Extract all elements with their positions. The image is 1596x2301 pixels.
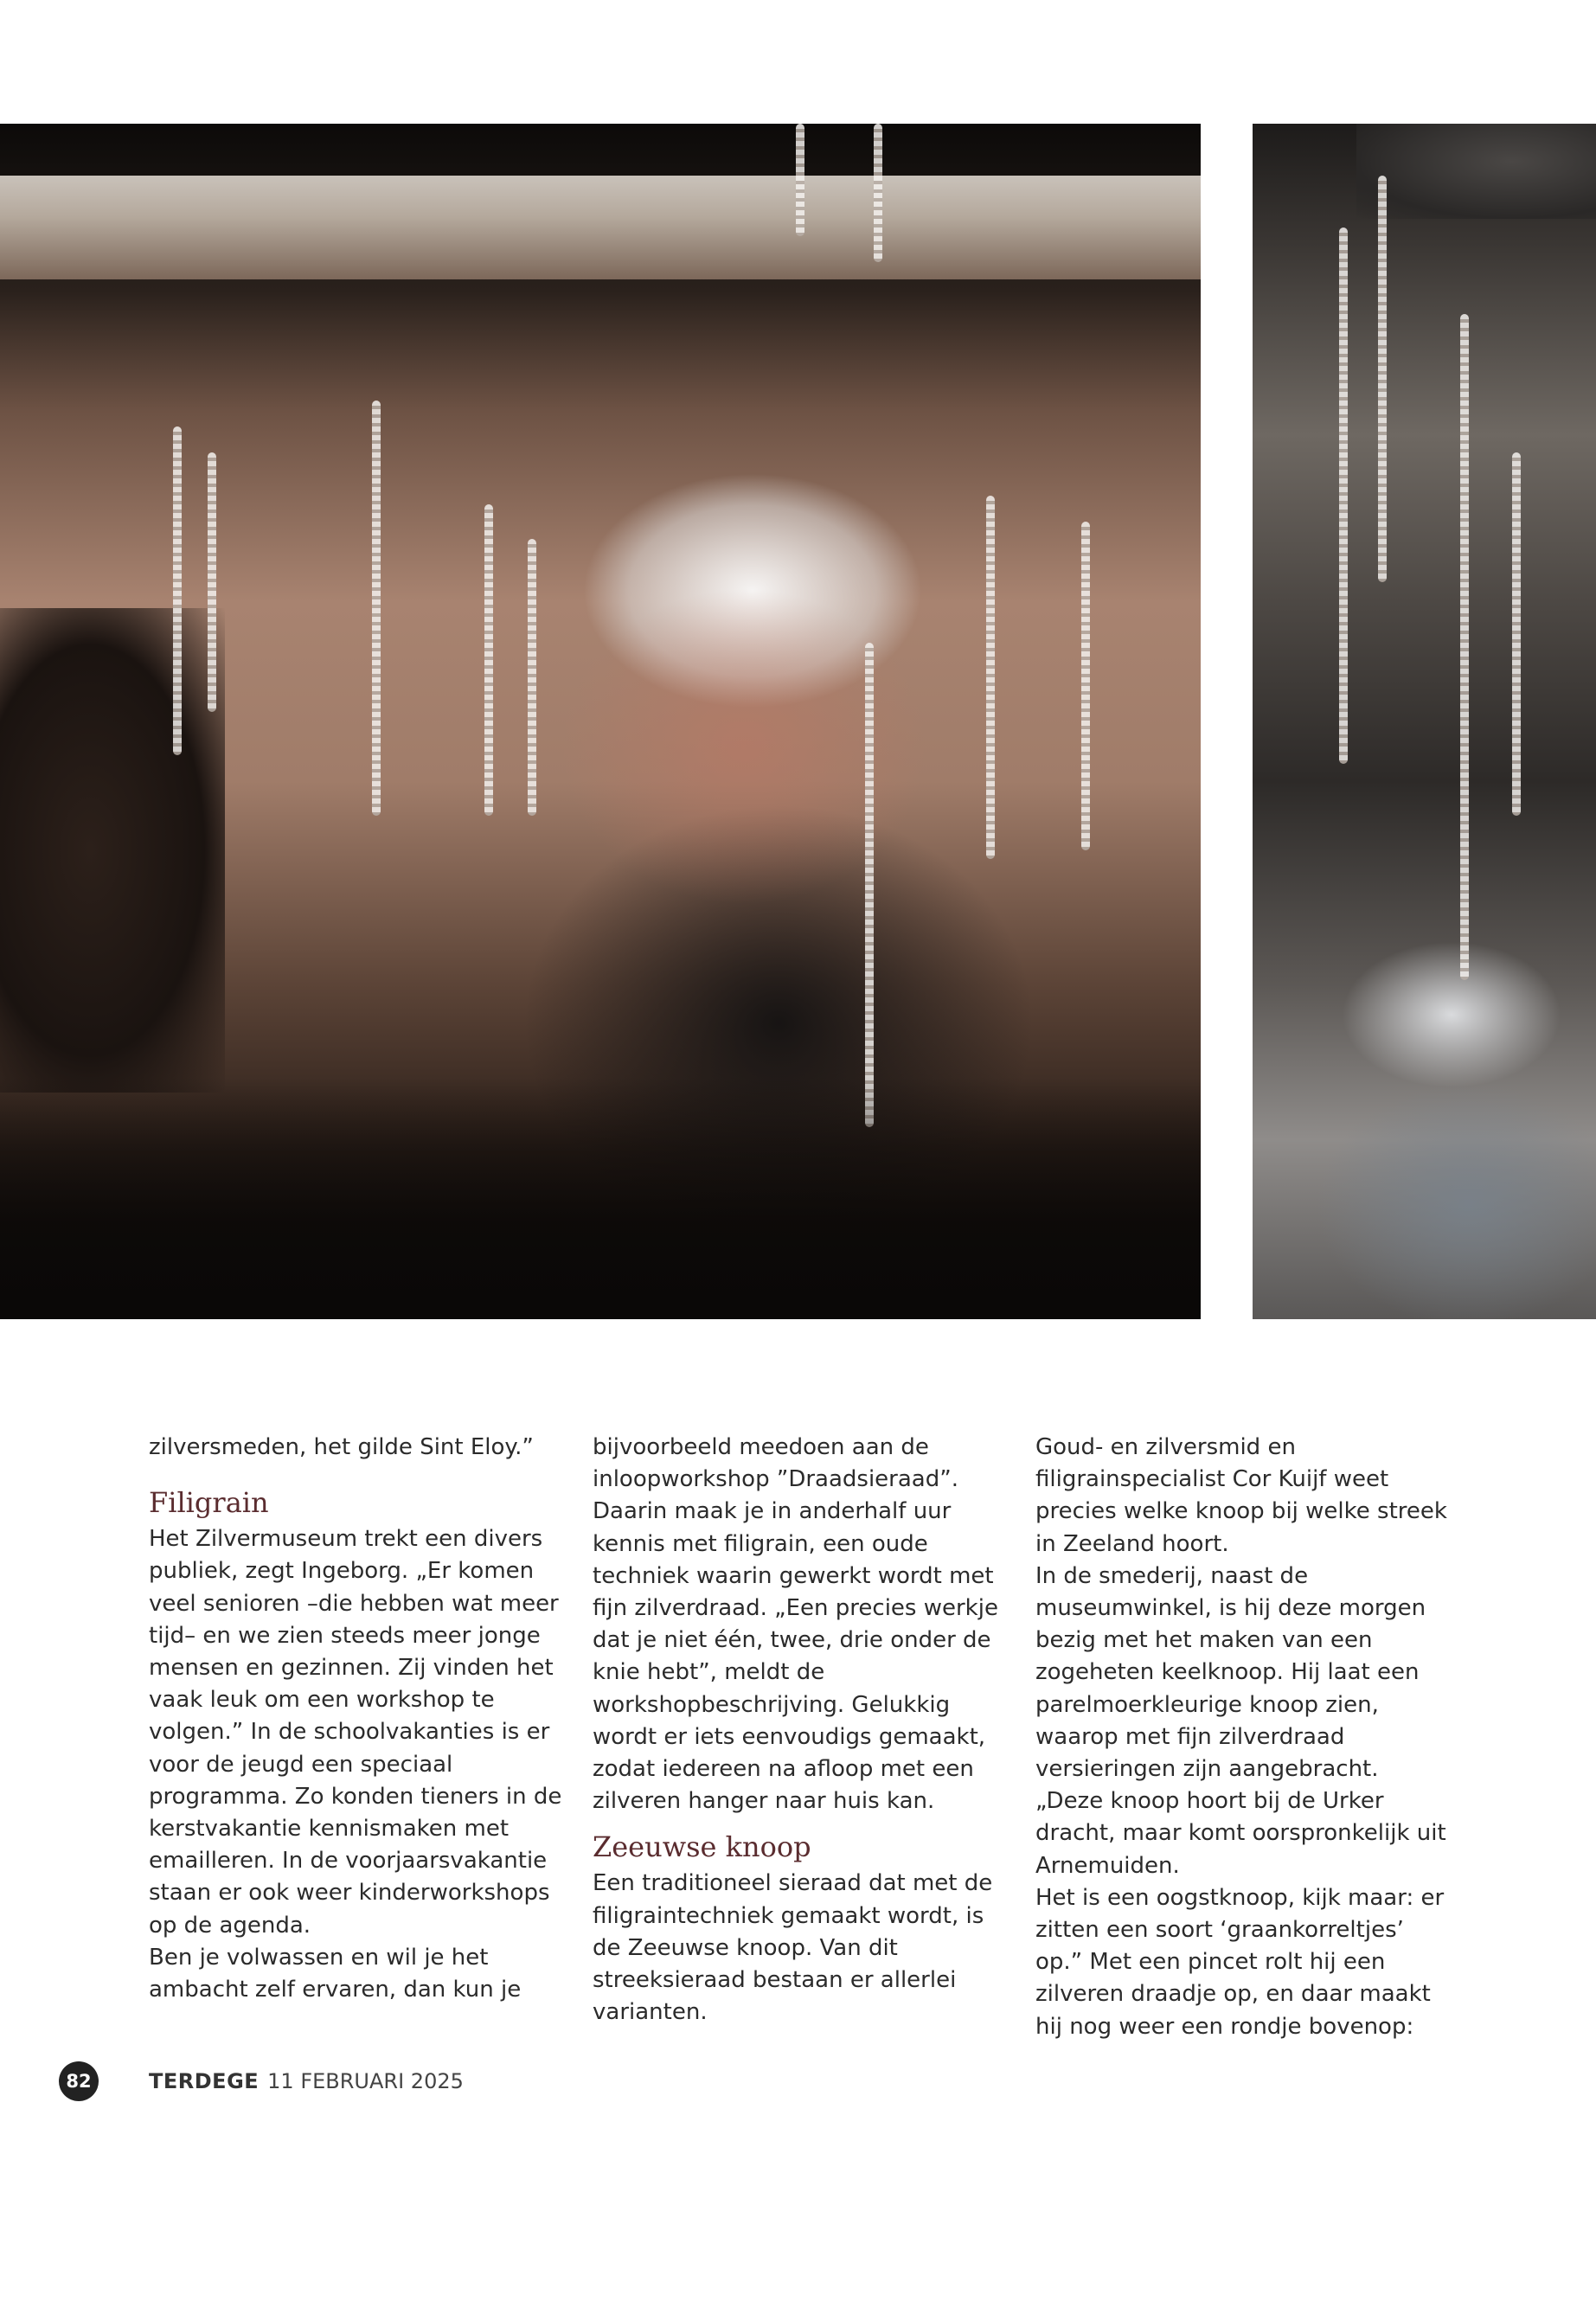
side-photo (1253, 124, 1596, 1319)
hanging-chain (1460, 314, 1469, 980)
hanging-chain (208, 452, 216, 712)
paragraph: Goud- en zilversmid en filigrainspecialist Cor Kuijf weet precies welke knoop bij welke streek in Zeeland hoort. (1035, 1434, 1447, 1557)
hanging-chain (796, 124, 804, 236)
paragraph: Ben je volwassen en wil je het ambacht zelf ervaren, dan kun je (149, 1944, 522, 2003)
paragraph: Een traditioneel sieraad dat met de filigraintechniek gemaakt wordt, is de Zeeuwse knoop. Van dit streeksieraad bestaan er allerlei varianten. (593, 1870, 993, 2026)
hanging-chain (372, 401, 381, 816)
paragraph: Het is een oogstknoop, kijk maar: er zitten een soort ‘graankorreltjes’ op.” Met een pincet rolt hij een zilveren draadje op, en daar maakt hij nog weer een rondje bovenop: (1035, 1884, 1445, 2040)
shelf-blur (0, 176, 1201, 279)
hanging-chain (173, 426, 182, 755)
foreground-blur-bottom (0, 1077, 1201, 1319)
magazine-name: TERDEGE (149, 2069, 260, 2093)
paragraph: bijvoorbeeld meedoen aan de inloopworkshop ”Draadsieraad”. Daarin maak je in anderhalf uur kennis met filigrain, een oude techniek waarin gewerkt wordt met fijn zilverdraad. „Een precies werkje dat je niet één, twee, drie onder de knie hebt”, meldt de workshopbeschrijving. Gelukkig wordt er iets eenvoudigs gemaakt, zodat iedereen na afloop met een zilveren hanger naar huis kan. (593, 1434, 998, 1815)
paragraph: zilversmeden, het gilde Sint Eloy.” (149, 1434, 534, 1460)
fabric-blur (1356, 124, 1596, 219)
hanging-chain (865, 643, 874, 1127)
hanging-chain (1339, 228, 1348, 764)
hanging-chain (484, 504, 493, 816)
section-heading-zeeuwse-knoop: Zeeuwse knoop (593, 1830, 811, 1864)
section-heading-filigrain: Filigrain (149, 1486, 269, 1520)
page-number-badge: 82 (59, 2061, 99, 2101)
hanging-chain (1512, 452, 1521, 816)
issue-date: 11 FEBRUARI 2025 (267, 2069, 464, 2093)
paragraph: Het Zilvermuseum trekt een divers publiek, zegt Ingeborg. „Er komen veel senioren –die hebben wat meer tijd– en we zien steeds meer jonge mensen en gezinnen. Zij vinden het vaak leuk om een workshop te volgen.” In de schoolvakanties is er voor de jeugd een speciaal programma. Zo konden tieners in de kerstvakantie kennismaken met emailleren. In de voorjaarsvakantie staan er ook weer kinderworkshops op de agenda. (149, 1526, 562, 1939)
article-column-2 (593, 1432, 1008, 2029)
hanging-chain (986, 496, 995, 859)
paragraph: In de smederij, naast de museumwinkel, is hij deze morgen bezig met het maken van een zogeheten keelknoop. Hij laat een parelmoerkleurige knoop zien, waarop met fijn zilverdraad versieringen zijn aangebracht. „Deze knoop hoort bij de Urker dracht, maar komt oorspronkelijk uit Arnemuiden. (1035, 1562, 1446, 1879)
foreground-blur-left (0, 608, 225, 1093)
main-photo (0, 124, 1201, 1319)
article-column-3 (1035, 1432, 1451, 2043)
hanging-chain (1378, 176, 1387, 582)
hanging-chain (874, 124, 882, 262)
hanging-chain (528, 539, 536, 816)
hanging-chain (1081, 522, 1090, 850)
footer (149, 2067, 464, 2096)
article-column-1 (149, 1432, 564, 2006)
